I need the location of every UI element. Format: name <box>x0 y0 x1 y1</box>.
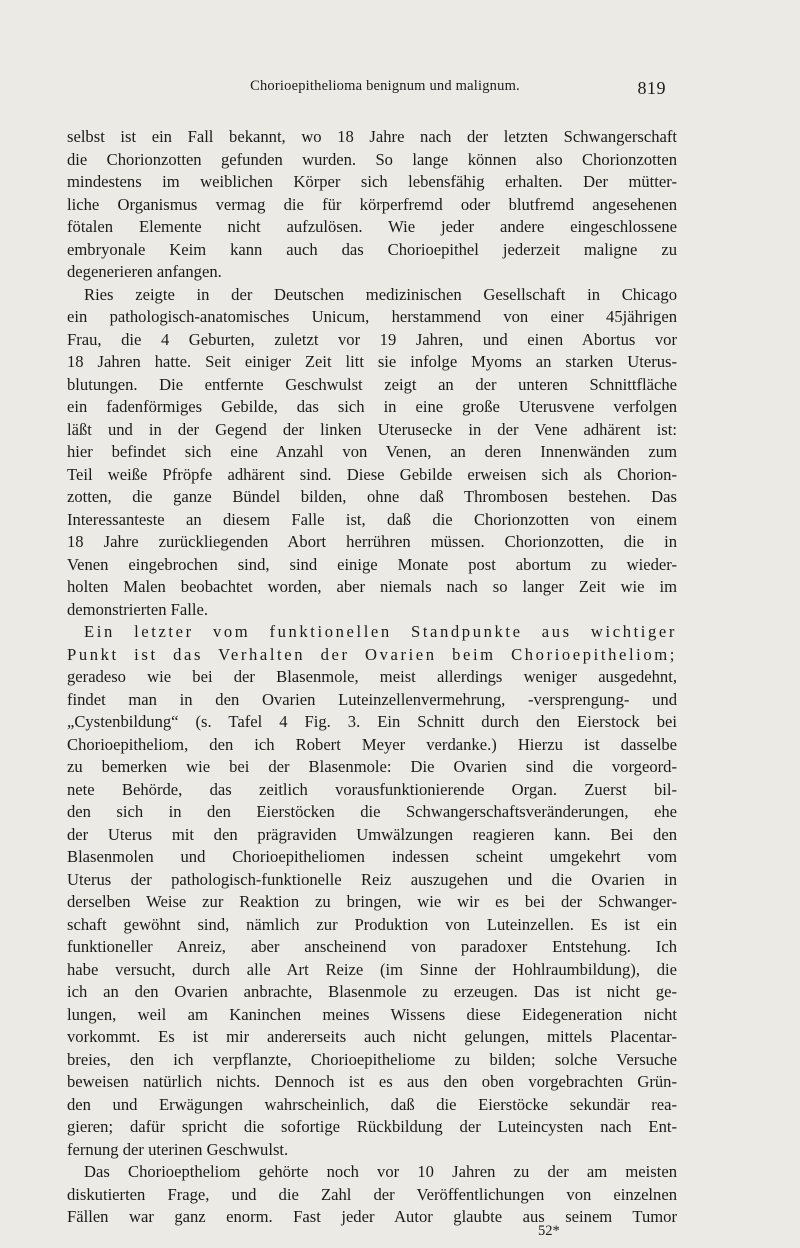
running-title: Chorioepithelioma benignum und malignum. <box>250 78 520 94</box>
text-line: ein fadenförmiges Gebilde, das sich in eine große Uterusvene verfolgen <box>67 397 677 416</box>
text-line: geradeso wie bei der Blasenmole, meist allerdings weniger ausgedehnt, <box>67 667 677 686</box>
text-line: liche Organismus vermag die für körperfremd oder blutfremd angesehenen <box>67 194 677 214</box>
text-line: holten Malen beobachtet worden, aber niemals nach so langer Zeit wie im <box>67 577 677 596</box>
text-line: vorkommt. Es ist mir andererseits auch nicht gelungen, mittels Placentar- <box>67 1027 677 1046</box>
text-line: den und Erwägungen wahrscheinlich, daß die Eierstöcke sekundär rea- <box>67 1094 677 1114</box>
text-line: Das Chorioeptheliom gehörte noch vor 10 Jahren zu der am meisten <box>84 1162 677 1181</box>
text-line: beweisen natürlich nichts. Dennoch ist es aus den oben vorgebrachten Grün- <box>67 1072 677 1091</box>
text-line: Punkt ist das Verhalten der Ovarien beim Chorioepitheliom; <box>67 644 677 664</box>
text-line: breies, den ich verpflanzte, Chorioepitheliome zu bilden; solche Versuche <box>67 1049 677 1069</box>
text-line: fötalen Elemente nicht aufzulösen. Wie jeder andere eingeschlossene <box>67 217 677 236</box>
text-line: Fällen war ganz enorm. Fast jeder Autor glaubte aus seinem Tumor <box>67 1207 677 1226</box>
text-line: gieren; dafür spricht die sofortige Rückbildung der Luteincysten nach Ent- <box>67 1117 677 1136</box>
text-line: Teil weiße Pfröpfe adhärent sind. Diese Gebilde erweisen sich als Chorion- <box>67 464 677 484</box>
text-line: Ein letzter vom funktionellen Standpunkte aus wichtiger <box>84 622 677 641</box>
text-line: zotten, die ganze Bündel bilden, ohne daß Thrombosen bestehen. Das <box>67 487 677 506</box>
text-line: Blasenmolen und Chorioepitheliomen indessen scheint umgekehrt vom <box>67 847 677 866</box>
text-line: habe versucht, durch alle Art Reize (im Sinne der Hohlraumbildung), die <box>67 959 677 979</box>
text-line: findet man in den Ovarien Luteinzellenvermehrung, -versprengung- und <box>67 689 677 709</box>
text-line: diskutierten Frage, und die Zahl der Veröffentlichungen von einzelnen <box>67 1184 677 1204</box>
text-line: selbst ist ein Fall bekannt, wo 18 Jahre nach der letzten Schwangerschaft <box>67 127 677 146</box>
text-line: mindestens im weiblichen Körper sich lebensfähig erhalten. Der mütter- <box>67 172 677 191</box>
text-line: lungen, weil am Kaninchen meines Wissens diese Eidegeneration nicht <box>67 1004 677 1024</box>
text-line: zu bemerken wie bei der Blasenmole: Die Ovarien sind die vorgeord- <box>67 757 677 776</box>
text-line: Venen eingebrochen sind, sind einige Monate post abortum zu wieder- <box>67 554 677 574</box>
body-text <box>67 126 677 1229</box>
text-line: die Chorionzotten gefunden wurden. So lange können also Chorionzotten <box>67 149 677 169</box>
text-line: blutungen. Die entfernte Geschwulst zeigt an der unteren Schnittfläche <box>67 374 677 394</box>
page-number: 819 <box>637 78 666 98</box>
text-line: ein pathologisch-anatomisches Unicum, herstammend von einer 45jährigen <box>67 307 677 326</box>
text-line: Frau, die 4 Geburten, zuletzt vor 19 Jahren, und einen Abortus vor <box>67 329 677 349</box>
page-header <box>104 78 666 102</box>
text-line: ich an den Ovarien anbrachte, Blasenmole zu erzeugen. Das ist nicht ge- <box>67 982 677 1001</box>
text-line: Ries zeigte in der Deutschen medizinischen Gesellschaft in Chicago <box>84 284 677 304</box>
text-line: nete Behörde, das zeitlich vorausfunktionierende Organ. Zuerst bil- <box>67 779 677 799</box>
text-line: 18 Jahren hatte. Seit einiger Zeit litt sie infolge Myoms an starken Uterus- <box>67 352 677 371</box>
text-line: fernung der uterinen Geschwulst. <box>67 1139 289 1159</box>
text-line: „Cystenbildung“ (s. Tafel 4 Fig. 3. Ein Schnitt durch den Eierstock bei <box>67 712 677 731</box>
text-line: Chorioepitheliom, den ich Robert Meyer verdanke.) Hierzu ist dasselbe <box>67 734 677 754</box>
sheet-signature: 52* <box>538 1223 560 1239</box>
text-line: der Uterus mit den prägraviden Umwälzungen reagieren kann. Bei den <box>67 824 677 844</box>
text-line: demonstrierten Falle. <box>67 599 209 619</box>
text-line: 18 Jahre zurückliegenden Abort herrühren müssen. Chorionzotten, die in <box>67 532 677 551</box>
text-line: hier befindet sich eine Anzahl von Venen, an deren Innenwänden zum <box>67 442 677 461</box>
text-line: derselben Weise zur Reaktion zu bringen, wie wir es bei der Schwanger- <box>67 892 677 911</box>
text-line: schaft gewöhnt sind, nämlich zur Produktion von Luteinzellen. Es ist ein <box>67 914 677 934</box>
text-line: Uterus der pathologisch-funktionelle Reiz auszugehen und die Ovarien in <box>67 869 677 889</box>
text-line: Interessanteste an diesem Falle ist, daß die Chorionzotten von einem <box>67 509 677 529</box>
text-line: funktioneller Anreiz, aber anscheinend von paradoxer Entstehung. Ich <box>67 937 677 956</box>
text-line: degenerieren anfangen. <box>67 262 222 281</box>
text-line: den sich in den Eierstöcken die Schwangerschaftsveränderungen, ehe <box>67 802 677 821</box>
text-line: embryonale Keim kann auch das Chorioepithel jederzeit maligne zu <box>67 239 677 259</box>
text-line: läßt und in der Gegend der linken Uterusecke in der Vene adhärent ist: <box>67 419 677 439</box>
